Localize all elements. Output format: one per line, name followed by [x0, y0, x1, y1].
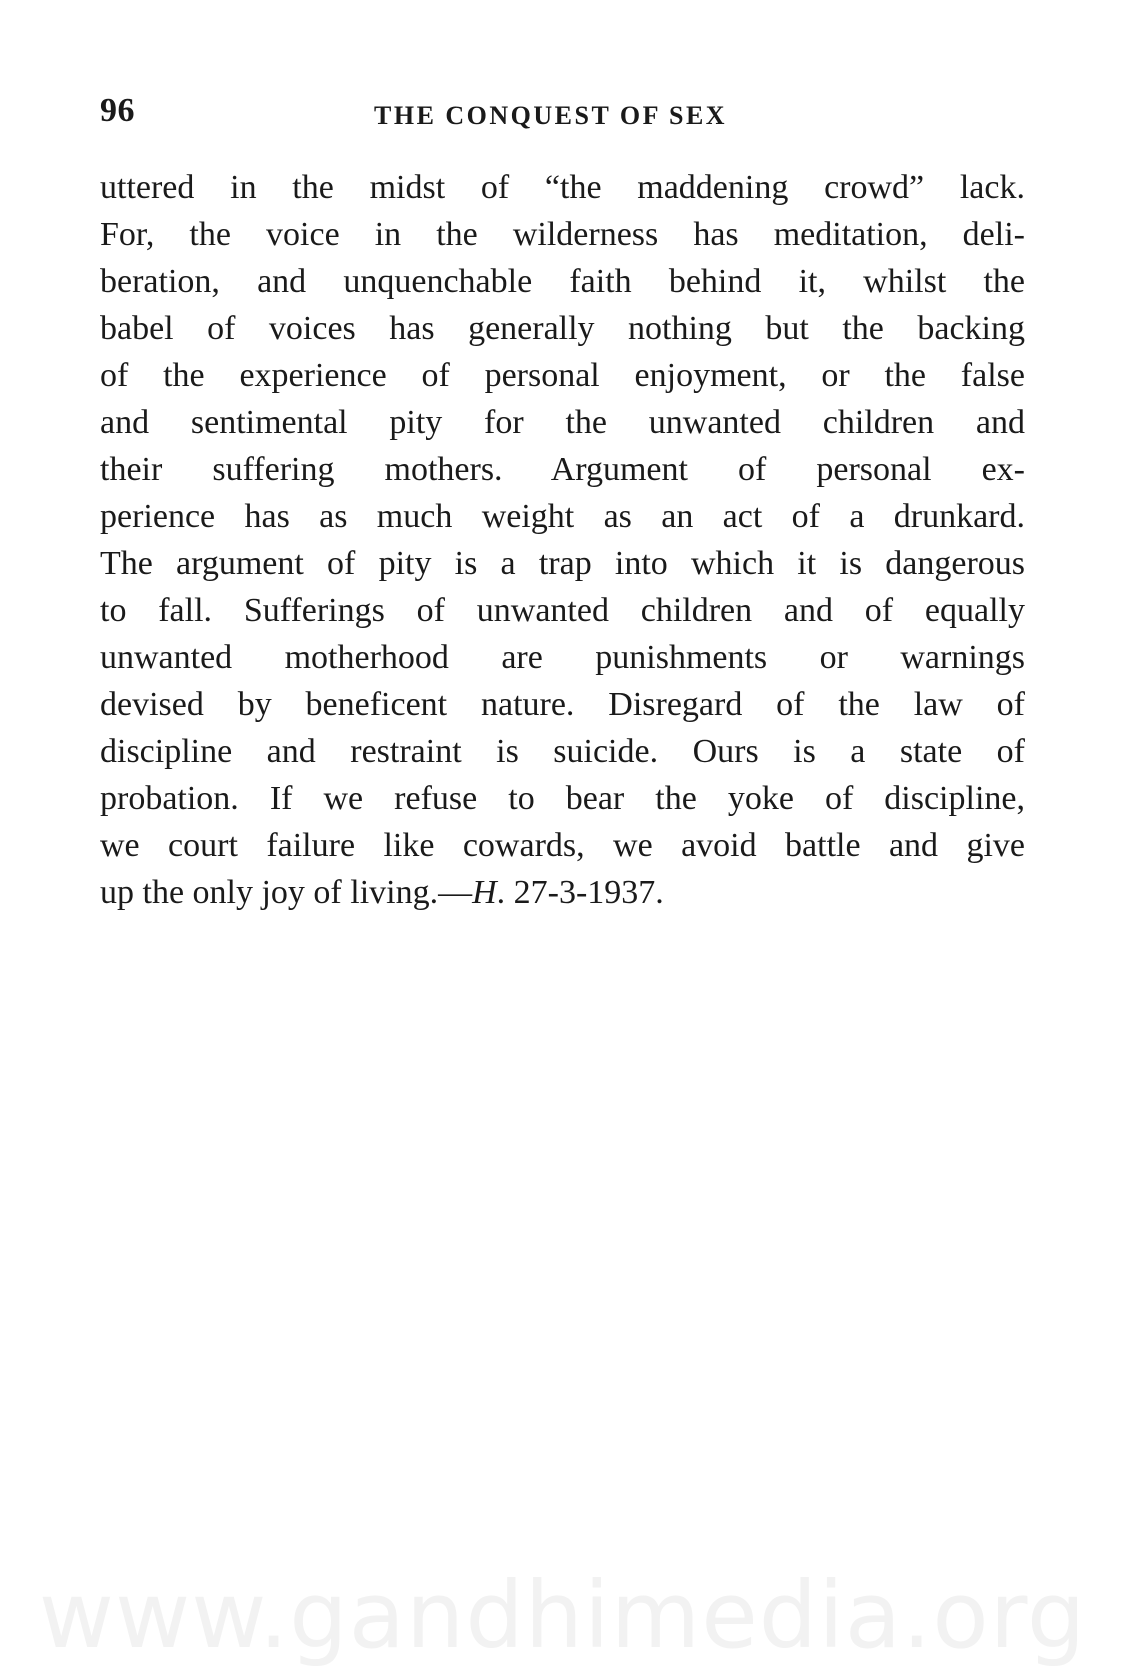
body-line: devised by beneficent nature. Disregard of the law of: [100, 686, 1025, 723]
body-line: beration, and unquenchable faith behind it, whilst the: [100, 263, 1025, 300]
body-text: [100, 164, 1025, 916]
body-line: of the experience of personal enjoyment, or the false: [100, 357, 1025, 394]
body-line: we court failure like cowards, we avoid battle and give: [100, 827, 1025, 864]
body-line: perience has as much weight as an act of a drunkard.: [100, 498, 1025, 535]
body-line: uttered in the midst of “the maddening crowd” lack.: [100, 169, 1025, 206]
body-line: and sentimental pity for the unwanted children and: [100, 404, 1025, 441]
body-line: discipline and restraint is suicide. Ours is a state of: [100, 733, 1025, 770]
body-line: probation. If we refuse to bear the yoke of discipline,: [100, 780, 1025, 817]
body-line: babel of voices has generally nothing but the backing: [100, 310, 1025, 347]
watermark: www.gandhimedia.org: [38, 1562, 1087, 1669]
body-line-last: [100, 869, 1025, 916]
citation-date: . 27-3-1937.: [496, 874, 664, 911]
body-line: their suffering mothers. Argument of personal ex-: [100, 451, 1025, 488]
page-number: 96: [100, 92, 135, 129]
body-line: to fall. Sufferings of unwanted children and of equally: [100, 592, 1025, 629]
running-head: THE CONQUEST OF SEX: [374, 101, 728, 130]
last-line-text: up the only joy of living.—: [100, 874, 473, 911]
body-line: For, the voice in the wilderness has meditation, deli-: [100, 216, 1025, 253]
body-line: The argument of pity is a trap into which it is dangerous: [100, 545, 1025, 582]
citation-source: H: [472, 874, 497, 911]
body-line: unwanted motherhood are punishments or warnings: [100, 639, 1025, 676]
